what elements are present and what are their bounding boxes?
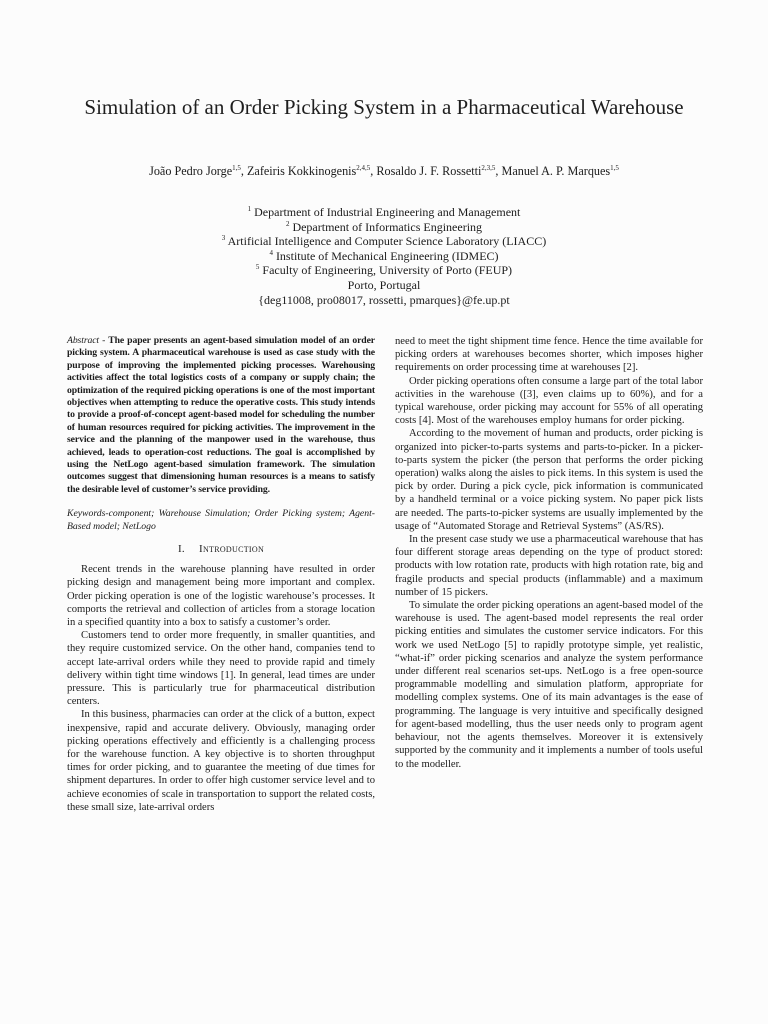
affiliation-text: Faculty of Engineering, University of Porto (FEUP) <box>262 263 513 278</box>
author-name: Manuel A. P. Marques <box>501 164 611 178</box>
author <box>502 164 619 178</box>
right-column <box>395 335 703 771</box>
body-paragraph: In this business, pharmacies can order at the click of a button, expect inexpensive, rapid and accurate delivery. Obviously, managing order picking operations effectively and efficiently is a challenging process for the warehouse function. A key objective is to shorten throughput times for order picking, and to guarantee the meeting of due times for shipment departures. In order to offer high customer service level and to achieve economies of scale in transportation to support the related costs, these small size, late-arrival orders <box>67 709 375 813</box>
abstract-label: Abstract <box>67 335 100 346</box>
section-heading-introduction <box>67 542 375 556</box>
body-paragraph: In the present case study we use a pharmaceutical warehouse that has four different storage areas depending on the type of product stored: products with low rotation rate, products with high rotation rate, big and fragile products and special products (inflammable) and a maximum number of 15 pickers. <box>395 534 703 598</box>
left-column <box>67 335 375 814</box>
author-separator: , <box>240 164 247 178</box>
body-paragraph: According to the movement of human and products, order picking is organized into picker-to-parts systems and parts-to-picker. In a picker-to-parts system the picker (the person that performs the order picking operation) walks along the aisles to pick items. In this system is used the pick by order. During a pick cycle, pick information is communicated by a handheld terminal or a voice picking system. No paper pick lists are needed. The parts-to-picker systems are usually implemented by the usage of “Automated Storage and Retrieval Systems” (AS/RS). <box>395 428 703 532</box>
abstract-text: The paper presents an agent-based simulation model of an order picking system. A pharmaceutical warehouse is used as case study with the purpose of improving the implemented picking processes. Warehousing activities affect the total logistics costs of a company or supply chain; the optimization of the required picking operations is one of the most important objectives when attempting to reduce the operative costs. This study intends to provide a proof-of-concept agent-based model for scheduling the number of human resources required for picking activities. The improvement in the service and the planning of the manpower used in the warehouse, thus achieved, leads to operation-cost reductions. The goal is accomplished by using the NetLogo agent-based simulation framework. The simulation outcomes suggest that dimensioning human resources is a means to satisfy the desirable level of customer’s service providing. <box>67 335 375 495</box>
section-title: Introduction <box>198 543 265 556</box>
author-name: João Pedro Jorge <box>149 164 233 178</box>
section-number: I. <box>177 543 185 556</box>
body-paragraph-continued: need to meet the tight shipment time fence. Hence the time available for picking orders at warehouses becomes shorter, which imposes higher requirements on order processing time at warehouses [2]. <box>395 336 703 374</box>
affiliation-list <box>120 205 648 307</box>
body-paragraph: Recent trends in the warehouse planning have resulted in order picking design and management being more important and complex. Order picking operation is one of the logistic warehouse’s processes. It comports the retrieval and collection of articles from a storage location in a specified quantity into a box to satisfy a customer’s order. <box>67 564 375 628</box>
author-affil-marks: 1,5 <box>610 164 619 172</box>
affiliation-mark: 4 <box>269 248 273 257</box>
abstract-separator: - <box>99 335 109 346</box>
body-paragraph: To simulate the order picking operations an agent-based model of the warehouse is used. The agent-based model represents the real order picking entities and simulates the customer service indicators. For this work we used NetLogo [5] to rapidly prototype simple, yet realistic, “what-if” order picking scenarios and analyze the system performance under different real scenarios set-ups. NetLogo is a free open-source programmable modelling and simulation platform, appropriate for modelling complex systems. One of its main advantages is the ease of programming. The language is very intuitive and specifically designed for agent-based modelling, thus the user needs only to program agent behaviour, not the agents themselves. Moreover it is extensively supported by the community and it implements a number of tools useful to the modeller. <box>395 600 703 770</box>
author-separator: , <box>495 164 502 178</box>
abstract <box>67 335 375 496</box>
author-affil-marks: 1,5 <box>232 164 241 172</box>
author-name: Zafeiris Kokkinogenis <box>246 164 357 178</box>
affiliation-text: Department of Industrial Engineering and Management <box>254 205 521 219</box>
author-name: Rosaldo J. F. Rossetti <box>376 164 482 178</box>
body-paragraph: Order picking operations often consume a large part of the total labor activities in the warehouse ([3], even claims up to 60%), and for a typical warehouse, order picking may account for 55% of all operating costs [4]. Most of the warehouses employ humans for order picking. <box>395 375 703 427</box>
affiliation <box>120 249 648 264</box>
author-affil-marks: 2,4,5 <box>356 164 371 172</box>
author-separator: , <box>370 164 377 178</box>
paper-title: Simulation of an Order Picking System in a Pharmaceutical Warehouse <box>84 95 684 119</box>
body-paragraph: Customers tend to order more frequently, in smaller quantities, and they require customized service. On the other hand, companies tend to accept late-arrival orders while they need to provide rapid and timely delivery within tight time windows [1]. In general, lead times are under pressure. This is particularly true for pharmaceutical distribution centers. <box>67 630 375 708</box>
author-affil-marks: 2,3,5 <box>481 164 496 172</box>
affiliation-mark: 2 <box>285 219 290 228</box>
author <box>376 164 501 178</box>
affiliation-text: Artificial Intelligence and Computer Science Laboratory (LIACC) <box>227 234 547 249</box>
affiliation-mark: 1 <box>247 205 252 213</box>
affiliation-text: Department of Informatics Engineering <box>292 219 483 234</box>
author <box>149 164 247 178</box>
affiliation <box>120 220 648 235</box>
affiliation <box>120 234 648 249</box>
affiliation-location: Porto, Portugal <box>347 277 421 292</box>
author <box>247 164 376 178</box>
affiliation-mark: 5 <box>255 263 260 272</box>
affiliation-mark: 3 <box>221 234 226 243</box>
affiliation <box>120 263 648 278</box>
author-list <box>40 163 728 179</box>
keywords: Keywords-component; Warehouse Simulation; Order Picking system; Agent-Based model; NetLogo <box>67 508 375 532</box>
affiliation-text: Institute of Mechanical Engineering (IDMEC) <box>275 248 499 263</box>
author-emails: {deg11008, pro08017, rossetti, pmarques}@fe.up.pt <box>258 292 510 307</box>
affiliation <box>120 205 648 220</box>
